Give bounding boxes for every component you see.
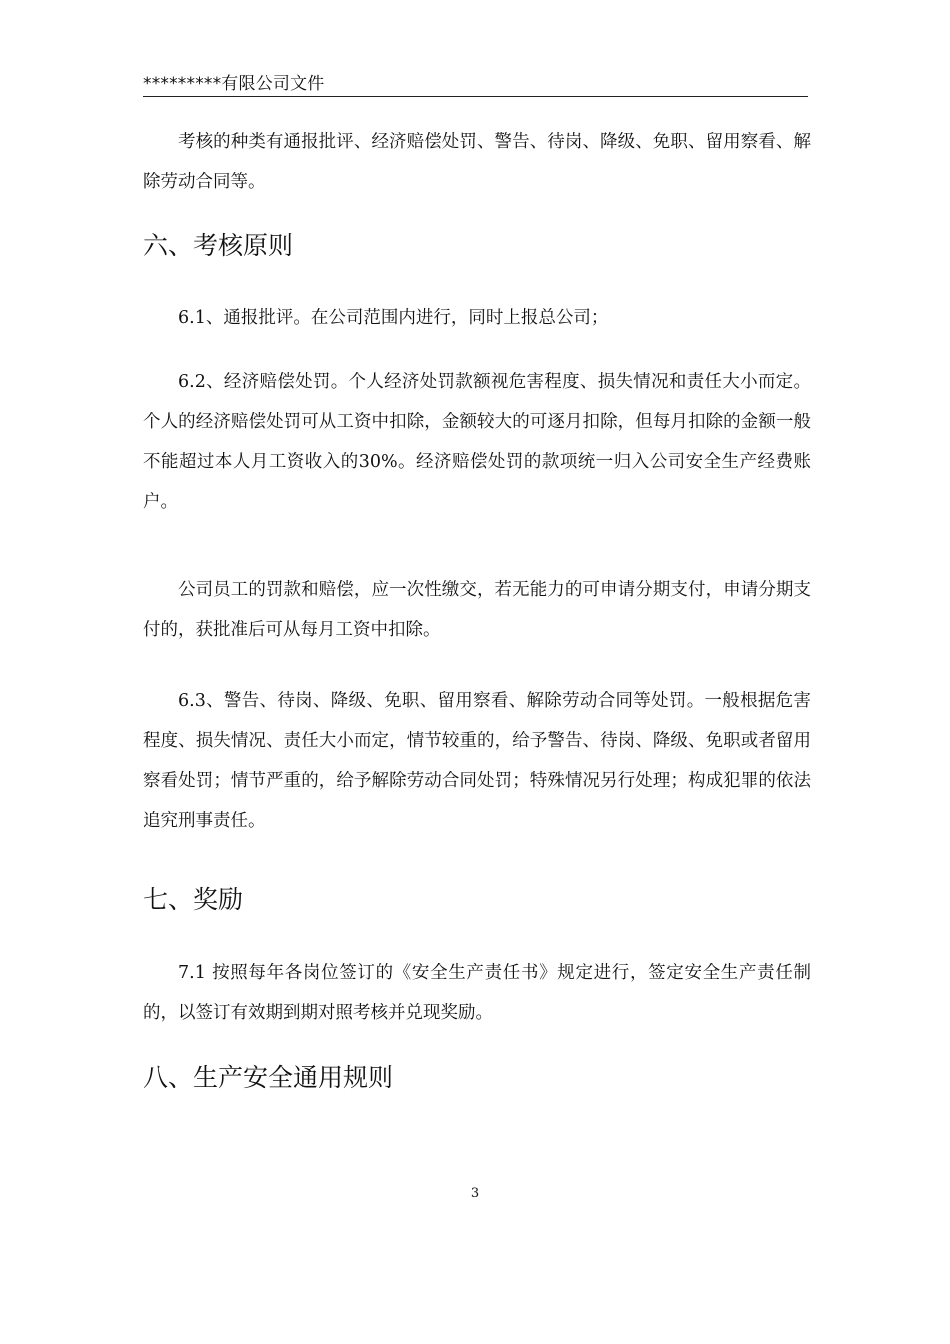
heading-section-7: 七、奖励: [143, 885, 244, 914]
paragraph-6-2: 6.2、经济赔偿处罚。个人经济处罚款额视危害程度、损失情况和责任大小而定。个人的经济赔偿处罚可从工资中扣除，金额较大的可逐月扣除，但每月扣除的金额一般不能超过本人月工资收入的30%。经济赔偿处罚的款项统一归入公司安全生产经费账户。: [143, 372, 811, 512]
paragraph-6-1: 6.1、通报批评。在公司范围内进行，同时上报总公司；: [178, 308, 609, 328]
page-header: [143, 66, 808, 97]
paragraph-fine-payment: 公司员工的罚款和赔偿，应一次性缴交，若无能力的可申请分期支付，申请分期支付的，获批准后可从每月工资中扣除。: [143, 580, 811, 640]
header-title: *********有限公司文件: [143, 74, 325, 94]
paragraph-assessment-types: 考核的种类有通报批评、经济赔偿处罚、警告、待岗、降级、免职、留用察看、解除劳动合同等。: [143, 132, 811, 192]
heading-section-8: 八、生产安全通用规则: [143, 1063, 394, 1092]
heading-section-6: 六、考核原则: [143, 231, 294, 260]
paragraph-7-1: 7.1 按照每年各岗位签订的《安全生产责任书》规定进行，签定安全生产责任制的，以签订有效期到期对照考核并兑现奖励。: [143, 963, 811, 1023]
paragraph-6-3: 6.3、警告、待岗、降级、免职、留用察看、解除劳动合同等处罚。一般根据危害程度、损失情况、责任大小而定，情节较重的，给予警告、待岗、降级、免职或者留用察看处罚；情节严重的，给予解除劳动合同处罚；特殊情况另行处理；构成犯罪的依法追究刑事责任。: [143, 691, 811, 831]
page-number: 3: [470, 1186, 480, 1201]
